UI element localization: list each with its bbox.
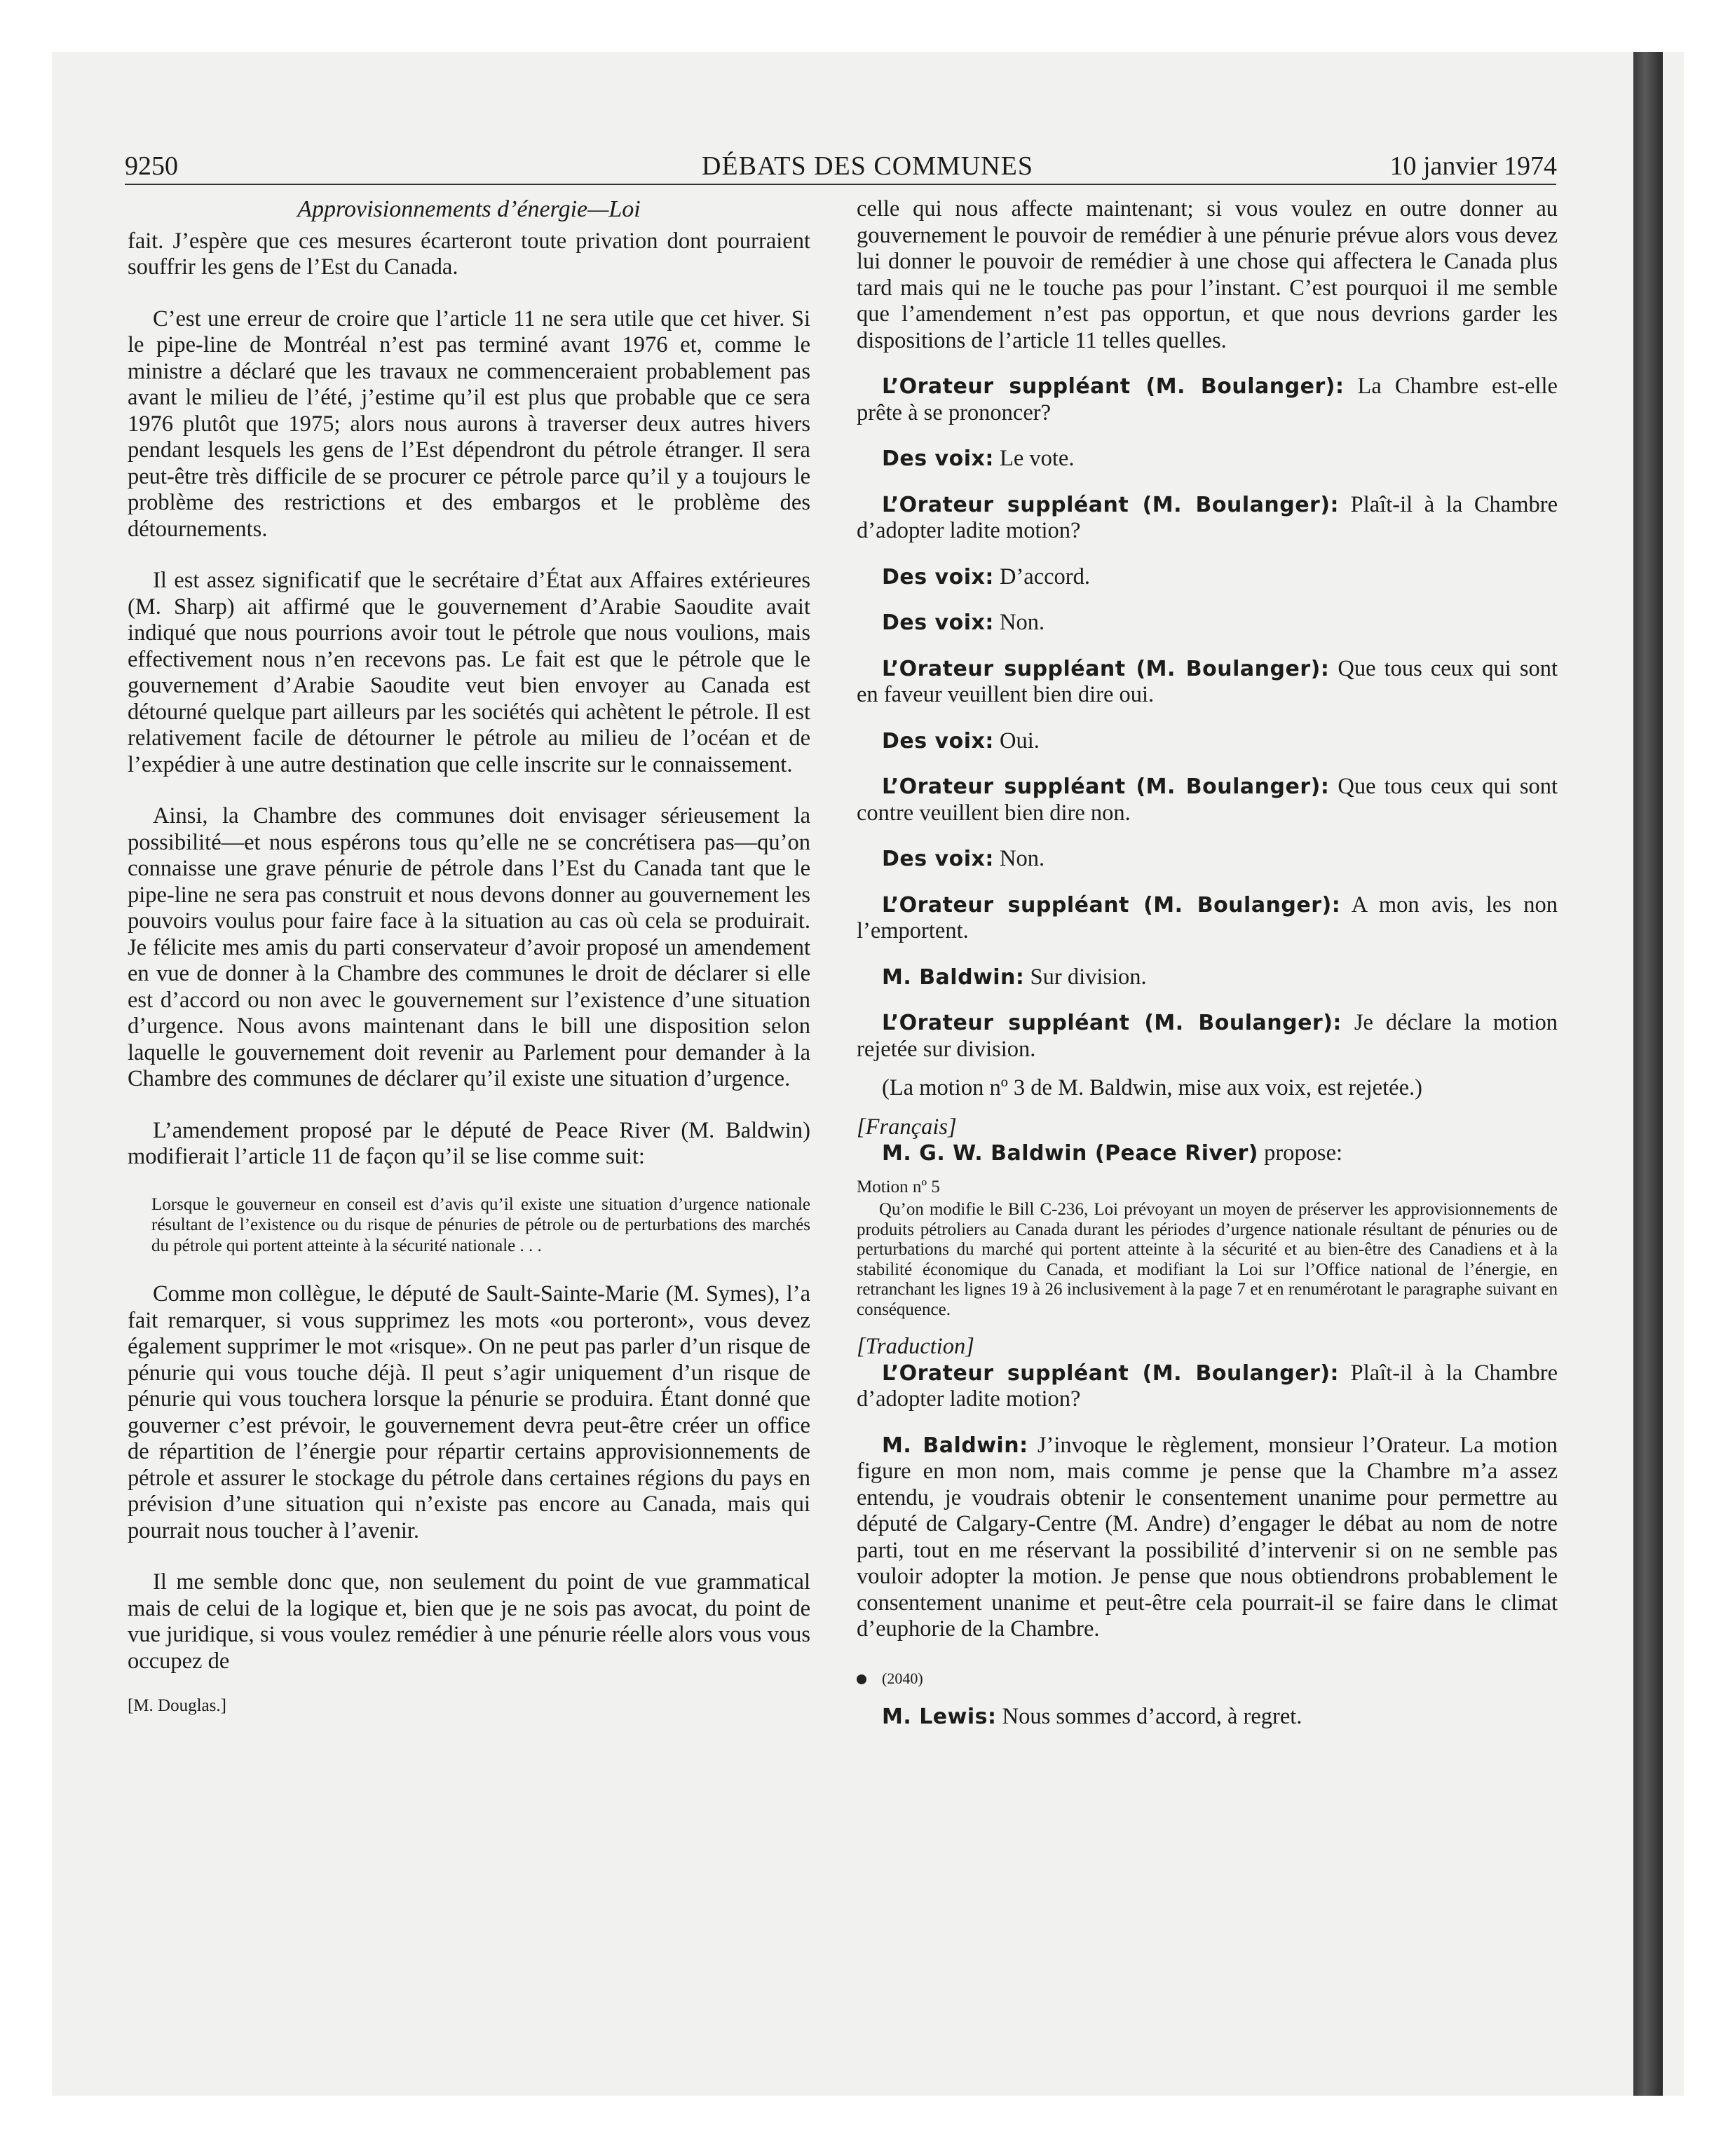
speaker-signature: [M. Douglas.] xyxy=(128,1696,226,1715)
speech-text: Plaît-il à la Chambre d’adopter ladite motion? xyxy=(857,1360,1558,1412)
paragraph: Il est assez significatif que le secrétaire d’État aux Affaires extérieures (M. Sharp) ait affirmé que le gouvernement d’Arabie Saoudite avait indiqué que nous pourrions avoir tout le pétrole que nous voulions, mais effectivement nous n’en recevons pas. Le fait est que le pétrole que le gouvernement d’Arabie Saoudite veut bien envoyer au Canada est détourné quelque part ailleurs par les sociétés qui achètent le pétrole. Il est relativement facile de détourner le pétrole au milieu de l’océan et de l’expédier à une autre destination que celle inscrite sur le connaissement. xyxy=(128,568,810,777)
speaker-name: M. Baldwin: xyxy=(882,1433,1028,1458)
language-tag: [Traduction] xyxy=(857,1334,974,1359)
speech-entry xyxy=(857,1140,1558,1167)
speech-text: Non. xyxy=(993,610,1045,635)
speech-text: La Chambre est-elle prête à se prononcer? xyxy=(857,374,1558,425)
speaker-name: Des voix: xyxy=(882,728,994,753)
speech-text: Le vote. xyxy=(993,446,1075,471)
speech-entry xyxy=(857,374,1558,426)
speech-entry xyxy=(857,1433,1558,1643)
speech-text: Oui. xyxy=(993,728,1040,753)
left-column xyxy=(128,196,810,1719)
paragraph: Comme mon collègue, le député de Sault-Sainte-Marie (M. Symes), l’a fait remarquer, si vous supprimez les mots «ou porteront», vous devez également supprimer le mot «risque». On ne peut pas parler d’un risque de pénurie qui vous touche déjà. Il peut s’agir uniquement d’un risque de pénurie qui vous touchera lorsque la pénurie se produira. Étant donné que gouverner c’est prévoir, le gouvernement devra peut-être créer un office de répartition de l’énergie pour répartir certains approvisionnements de pétrole et assurer le stockage du pétrole dans certaines régions du pays en prévision d’une situation qui n’existe pas encore au Canada, mais qui pourrait nous toucher à l’avenir. xyxy=(128,1281,810,1543)
speaker-name: Des voix: xyxy=(882,610,994,635)
speech-text: Plaît-il à la Chambre d’adopter ladite motion? xyxy=(857,491,1558,543)
header-rule xyxy=(125,184,1556,185)
speech-entry xyxy=(857,846,1558,873)
section-title: Approvisionnements d’énergie—Loi xyxy=(297,196,641,222)
publication-date: 10 janvier 1974 xyxy=(1389,151,1557,181)
paragraph: celle qui nous affecte maintenant; si vous voulez en outre donner au gouvernement le pouvoir de remédier à une pénurie prévue alors vous devez lui donner le pouvoir de remédier à une chose qui affectera le Canada plus tard mais qui ne le touche pas pour l’instant. C’est pourquoi il me semble que l’amendement n’est pas opportun, et que nous devrions garder les dispositions de l’article 11 telles quelles. xyxy=(857,196,1558,353)
speaker-name: L’Orateur suppléant (M. Boulanger): xyxy=(882,892,1341,917)
speech-entry xyxy=(857,964,1558,991)
speaker-name: Des voix: xyxy=(882,446,994,471)
speaker-name: M. Lewis: xyxy=(882,1705,997,1729)
speech-entry xyxy=(857,1360,1558,1413)
speaker-name: Des voix: xyxy=(882,847,994,871)
speaker-name: M. Baldwin: xyxy=(882,964,1025,990)
vote-result: (La motion nº 3 de M. Baldwin, mise aux voix, est rejetée.) xyxy=(882,1075,1422,1100)
language-tag: [Français] xyxy=(857,1114,957,1140)
speaker-name: L’Orateur suppléant (M. Boulanger): xyxy=(882,656,1330,681)
speaker-name: L’Orateur suppléant (M. Boulanger): xyxy=(882,492,1340,517)
speaker-name: M. G. W. Baldwin (Peace River) xyxy=(882,1141,1258,1166)
page-number: 9250 xyxy=(125,151,178,181)
speech-entry xyxy=(857,1010,1558,1063)
speech-entry xyxy=(857,1704,1558,1731)
speaker-name: L’Orateur suppléant (M. Boulanger): xyxy=(882,374,1345,399)
paragraph: L’amendement proposé par le député de Peace River (M. Baldwin) modifierait l’article 11 de façon qu’il se lise comme suit: xyxy=(128,1117,810,1169)
speaker-name: Des voix: xyxy=(882,564,994,589)
speaker-name: L’Orateur suppléant (M. Boulanger): xyxy=(882,775,1330,799)
motion-label: Motion nº 5 xyxy=(857,1177,940,1196)
speech-entry xyxy=(857,892,1558,945)
speech-text: A mon avis, les non l’emportent. xyxy=(857,892,1558,943)
quoted-amendment: Lorsque le gouverneur en conseil est d’avis qu’il existe une situation d’urgence nationale résultant de l’existence ou du risque de pénuries de pétrole ou de perturbations des marchés du pétrole qui portent atteinte à la sécurité nationale . . . xyxy=(151,1194,810,1255)
speech-entry xyxy=(857,446,1558,472)
speech-entry xyxy=(857,564,1558,591)
speech-entry xyxy=(857,774,1558,826)
paragraph: Ainsi, la Chambre des communes doit envisager sérieusement la possibilité—et nous espérons tous qu’elle ne se concrétisera pas—qu’on connaisse une grave pénurie de pétrole dans l’Est du Canada tant que le pipe-line ne sera pas construit et nous devons donner au gouvernement les pouvoirs voulus pour faire face à la situation au cas où cela se produirait. Je félicite mes amis du parti conservateur d’avoir proposé un amendement en vue de donner à la Chambre des communes le droit de déclarer si elle est d’accord ou non avec le gouvernement sur l’existence d’une situation d’urgence. Nous avons maintenant dans le bill une disposition selon laquelle le gouvernement doit revenir au Parlement pour demander à la Chambre des communes de déclarer qu’il existe une situation d’urgence. xyxy=(128,803,810,1091)
speech-entry xyxy=(857,728,1558,755)
speech-entry xyxy=(857,656,1558,709)
speech-text: Que tous ceux qui sont contre veuillent bien dire non. xyxy=(857,774,1558,826)
paragraph: Il me semble donc que, non seulement du point de vue grammatical mais de celui de la logique et, bien que je ne sois pas avocat, du point de vue juridique, si vous voulez remédier à une pénurie réelle alors vous vous occupez de xyxy=(128,1569,810,1674)
speech-text: J’invoque le règlement, monsieur l’Orateur. La motion figure en mon nom, mais comme je pense que la Chambre m’a assez entendu, je voudrais obtenir le consentement unanime pour permettre au député de Calgary-Centre (M. Andre) d’engager le débat au nom de notre parti, tout en me réservant la possibilité d’intervenir si on ne semble pas vouloir adopter la motion. Je pense que nous obtiendrons probablement le consentement unanime et peut-être cela pourrait-il se faire dans le climat d’euphorie de la Chambre. xyxy=(857,1432,1558,1642)
speech-text: Je déclare la motion rejetée sur division. xyxy=(857,1010,1558,1062)
speech-text: Que tous ceux qui sont en faveur veuillent bien dire oui. xyxy=(857,655,1558,707)
speech-text: Sur division. xyxy=(1024,964,1147,990)
paragraph: C’est une erreur de croire que l’article 11 ne sera utile que cet hiver. Si le pipe-line de Montréal n’est pas terminé avant 1976 et, comme le ministre a déclaré que les travaux ne commenceraient probablement pas avant le milieu de l’été, j’estime qu’il est plus que probable que ce sera 1976 plutôt que 1975; alors nous aurons à traverser deux autres hivers pendant lesquels les gens de l’Est dépendront du pétrole étranger. Il sera peut-être très difficile de se procurer ce pétrole parce qu’il y a toujours le problème des restrictions et des embargos et le problème des détournements. xyxy=(128,306,810,542)
speaker-name: L’Orateur suppléant (M. Boulanger): xyxy=(882,1011,1342,1035)
speech-entry xyxy=(857,610,1558,636)
speaker-name: L’Orateur suppléant (M. Boulanger): xyxy=(882,1360,1340,1386)
publication-title: DÉBATS DES COMMUNES xyxy=(702,151,1033,181)
timestamp-text: (2040) xyxy=(882,1669,923,1687)
bullet-icon xyxy=(857,1674,866,1684)
motion-text: Qu’on modifie le Bill C-236, Loi prévoyant un moyen de préserver les approvisionnements de produits pétroliers au Canada durant les périodes d’urgence nationale résultant de pénuries ou de perturbations du marché qui portent atteinte à la sécurité et au bien-être des Canadiens et à la stabilité économique du Canada, et modifiant la Loi sur l’Office national de l’énergie, en retranchant les lignes 19 à 26 inclusivement à la page 7 et en renumérotant le paragraphe suivant en conséquence. xyxy=(857,1200,1558,1319)
speech-text: D’accord. xyxy=(993,564,1091,589)
timestamp xyxy=(857,1665,1558,1692)
speech-text: Non. xyxy=(993,846,1045,871)
paragraph: fait. J’espère que ces mesures écarteront toute privation dont pourraient souffrir les gens de l’Est du Canada. xyxy=(128,228,810,280)
scan-edge-shadow xyxy=(1633,52,1663,2096)
speech-entry xyxy=(857,492,1558,545)
speech-text: Nous sommes d’accord, à regret. xyxy=(996,1704,1302,1729)
speech-text: propose: xyxy=(1258,1140,1343,1166)
right-column xyxy=(857,196,1558,1731)
